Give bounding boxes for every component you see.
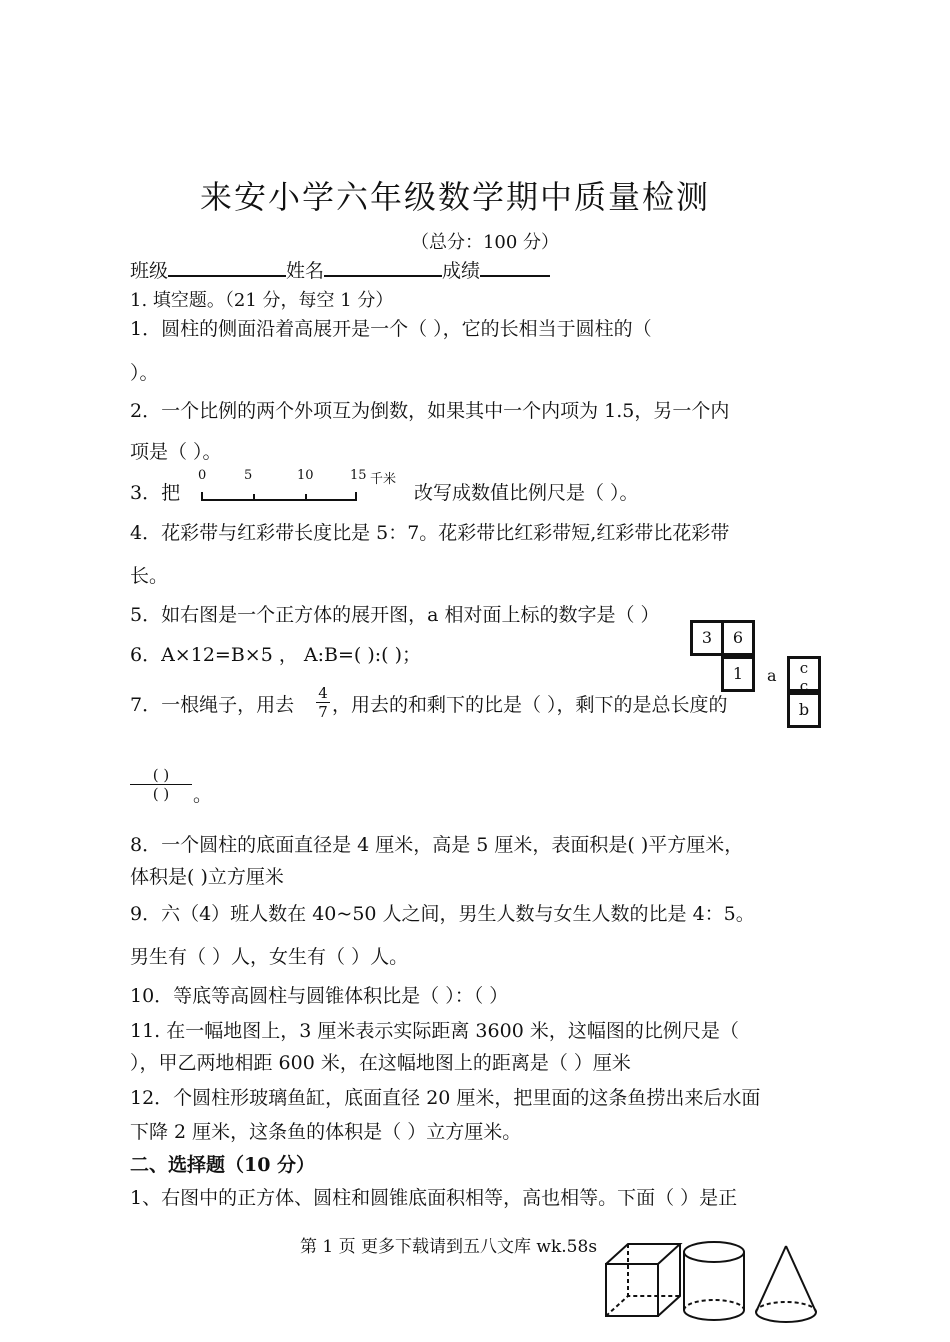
scale-tick-label: 0 [198, 468, 207, 483]
line-scale-figure [196, 468, 411, 508]
name-label: 姓名 [286, 260, 325, 282]
fraction-numerator: 4 [316, 684, 330, 703]
net-cell-label: c [799, 677, 809, 695]
section2-question-1: 1、右图中的正方体、圆柱和圆锥底面积相等，高也相等。下面（ ）是正 [130, 1187, 738, 1209]
scale-tick-label: 15 [350, 468, 367, 483]
question-9-line-1: 9．六（4）班人数在 40~50 人之间，男生人数与女生人数的比是 4：5。 [130, 903, 755, 925]
question-5: 5．如右图是一个正方体的展开图，a 相对面上标的数字是（ ） [130, 604, 660, 626]
question-4-line-2: 长。 [130, 565, 169, 587]
scale-tick-label: 10 [297, 468, 314, 483]
scale-unit-label: 千米 [370, 472, 397, 487]
net-cell [787, 656, 821, 695]
question-12-line-1: 12．个圆柱形玻璃鱼缸，底面直径 20 厘米，把里面的这条鱼捞出来后水面 [130, 1087, 761, 1109]
class-field[interactable] [168, 257, 286, 277]
fraction-four-sevenths [316, 684, 330, 721]
section2-heading: 二、选择题（10 分） [130, 1154, 316, 1176]
cube-net-figure [690, 620, 825, 735]
net-cell-label: c [799, 659, 809, 677]
net-cell: b [787, 692, 821, 728]
cylinder-drawing [684, 1242, 744, 1320]
cone-drawing [756, 1246, 816, 1322]
solids-figure [600, 1238, 820, 1328]
net-cell: 6 [721, 620, 755, 656]
net-cell: 3 [690, 620, 724, 656]
question-11-line-2: ），甲乙两地相距 600 米，在这幅地图上的距离是（ ）厘米 [130, 1052, 631, 1074]
question-3-suffix: 改写成数值比例尺是（ ）。 [414, 482, 639, 504]
class-label: 班级 [130, 260, 169, 282]
cube-drawing [606, 1244, 680, 1316]
question-7-suffix: ，用去的和剩下的比是（ ），剩下的是总长度的 [332, 694, 728, 716]
section1-heading: 1. 填空题。（21 分，每空 1 分） [130, 290, 394, 311]
scale-bar [196, 484, 366, 506]
page-subtitle: （总分：100 分） [410, 232, 560, 253]
question-1-line-2: ）。 [130, 362, 159, 384]
question-7-end: 。 [193, 784, 213, 806]
question-12-line-2: 下降 2 厘米，这条鱼的体积是（ ）立方厘米。 [130, 1121, 522, 1143]
page-title: 来安小学六年级数学期中质量检测 [199, 178, 710, 216]
question-10: 10．等底等高圆柱与圆锥体积比是（ ）：（ ） [130, 985, 509, 1007]
page-footer: 第 1 页 更多下载请到五八文库 wk.58s [300, 1237, 598, 1257]
question-2-line-2: 项是（ ）。 [130, 441, 222, 463]
answer-fraction-blank[interactable] [130, 766, 192, 803]
student-info-row [130, 256, 550, 283]
net-cell-label: a [767, 666, 777, 685]
question-3-prefix: 3．把 [130, 482, 181, 504]
fraction-numerator: ( ) [130, 766, 192, 785]
score-field[interactable] [480, 257, 550, 277]
fraction-denominator: ( ) [152, 785, 170, 803]
question-6: 6．A×12=B×5 ， A:B=( ):( )； [130, 644, 422, 666]
question-7-prefix: 7．一根绳子，用去 [130, 694, 295, 716]
score-label: 成绩 [442, 260, 481, 282]
question-11-line-1: 11. 在一幅地图上，3 厘米表示实际距离 3600 米，这幅图的比例尺是（ [130, 1020, 739, 1042]
question-4-line-1: 4．花彩带与红彩带长度比是 5：7。花彩带比红彩带短,红彩带比花彩带 [130, 522, 730, 544]
net-cell: 1 [721, 656, 755, 692]
fraction-denominator: 7 [318, 703, 328, 721]
question-2-line-1: 2．一个比例的两个外项互为倒数，如果其中一个内项为 1.5，另一个内 [130, 400, 730, 422]
question-1-line-1: 1．圆柱的侧面沿着高展开是一个（ ），它的长相当于圆柱的（ [130, 318, 652, 340]
question-9-line-2: 男生有（ ）人，女生有（ ）人。 [130, 946, 409, 968]
question-8-line-2: 体积是( )立方厘米 [130, 866, 284, 888]
name-field[interactable] [324, 257, 442, 277]
question-8-line-1: 8．一个圆柱的底面直径是 4 厘米，高是 5 厘米，表面积是( )平方厘米， [130, 834, 744, 856]
scale-tick-label: 5 [244, 468, 253, 483]
